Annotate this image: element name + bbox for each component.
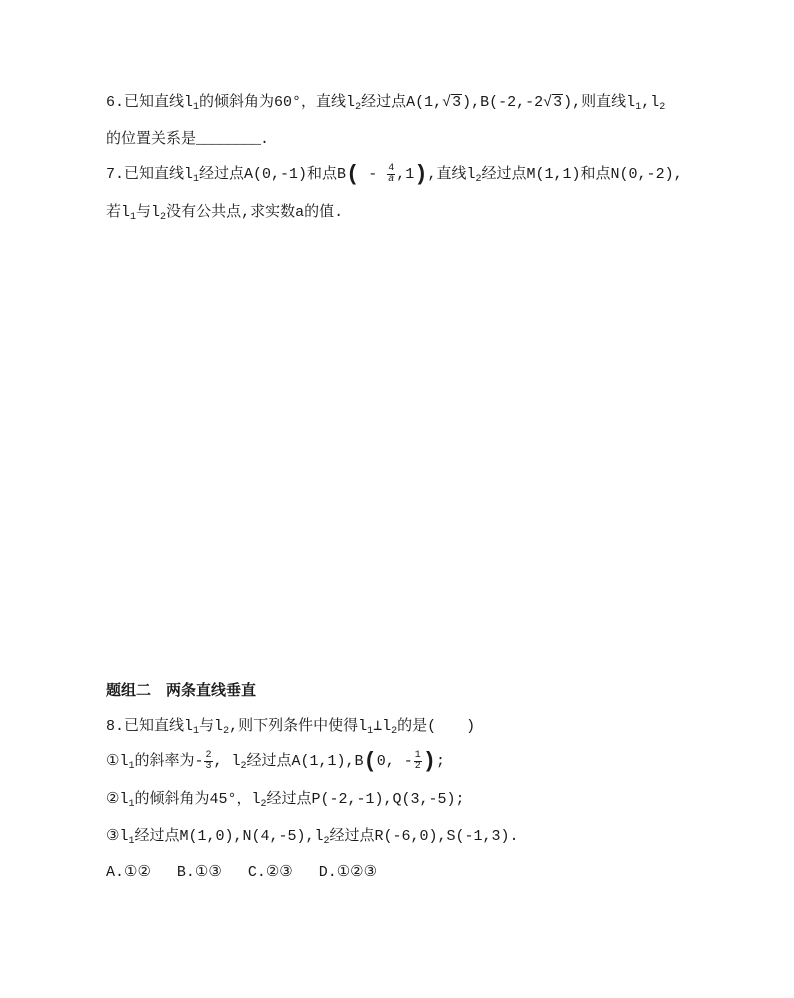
question-text: 与l: [199, 718, 224, 735]
left-parenthesis: (: [363, 749, 377, 774]
question-number: 6.: [106, 94, 125, 111]
question-text: 没有公共点,求实数a的值.: [166, 204, 344, 221]
subscript: 1: [635, 102, 642, 113]
question-text: 经过点A(1,: [361, 94, 443, 111]
question-text: ,1: [396, 166, 415, 183]
subscript: 1: [193, 726, 200, 737]
condition-text: 经过点M(1,0),N(4,-5),l: [134, 828, 324, 845]
numerator: 1: [414, 749, 421, 761]
subscript: 1: [128, 761, 135, 772]
condition-2: [106, 788, 465, 812]
subscript: 2: [659, 102, 666, 113]
subscript: 2: [475, 174, 482, 185]
question-text: 若l: [106, 204, 131, 221]
subscript: 2: [355, 102, 362, 113]
question-text: ,则下列条件中使得l: [229, 718, 368, 735]
condition-text: 的倾斜角为45°，l: [134, 791, 261, 808]
condition-text: ②l: [106, 791, 129, 808]
numerator: 4: [388, 162, 395, 174]
question-text: ,l: [641, 94, 660, 111]
answer-blank: ________: [196, 131, 261, 148]
condition-text: 经过点R(-6,0),S(-1,3).: [329, 828, 519, 845]
subscript: 1: [193, 102, 200, 113]
right-parenthesis: ): [414, 162, 428, 187]
numerator: 2: [205, 749, 212, 761]
denominator: a: [388, 173, 395, 185]
question-number: 8.: [106, 718, 125, 735]
fraction: [387, 164, 395, 185]
question-text: 与l: [136, 204, 161, 221]
question-text: ),则直线l: [563, 94, 636, 111]
question-7-line-1: [106, 163, 683, 187]
condition-text: ③l: [106, 828, 129, 845]
question-text: ),B(-2,-2: [462, 94, 544, 111]
square-root: [442, 91, 462, 115]
denominator: 2: [414, 760, 421, 772]
radical-sign: √: [442, 94, 452, 111]
subscript: 2: [240, 761, 247, 772]
left-parenthesis: (: [346, 162, 360, 187]
question-7-line-2: [106, 201, 343, 225]
fraction: [204, 751, 212, 772]
condition-text: , l: [213, 753, 241, 770]
square-root: [543, 91, 563, 115]
answer-options: [106, 861, 403, 885]
subscript: 2: [223, 726, 230, 737]
radicand: 3: [452, 94, 462, 111]
fraction: [414, 751, 422, 772]
question-text: ,直线l: [427, 166, 476, 183]
condition-text: 的斜率为-: [134, 753, 204, 770]
question-text: 经过点M(1,1)和点N(0,-2),: [481, 166, 683, 183]
section-heading: 题组二 两条直线垂直: [106, 681, 257, 699]
subscript: 1: [130, 212, 137, 223]
subscript: 1: [367, 726, 374, 737]
question-6-line-2: [106, 128, 269, 152]
denominator: 3: [205, 760, 212, 772]
question-8-stem: [106, 715, 475, 739]
option-d: D.①②③: [318, 864, 378, 881]
question-text: 已知直线l: [124, 166, 194, 183]
question-6-line-1: [106, 91, 665, 115]
question-text: 经过点A(0,-1)和点B: [199, 166, 347, 183]
subscript: 2: [323, 836, 330, 847]
subscript: 2: [160, 212, 167, 223]
question-number: 7.: [106, 166, 125, 183]
question-text: ⊥l: [373, 718, 392, 735]
subscript: 1: [128, 836, 135, 847]
subscript: 2: [391, 726, 398, 737]
subscript: 1: [128, 799, 135, 810]
question-text: 的是( ): [397, 718, 476, 735]
radical-sign: √: [543, 94, 553, 111]
minus-sign: -: [359, 166, 387, 183]
option-a: A.①②: [106, 864, 151, 881]
right-parenthesis: ): [422, 749, 436, 774]
question-text: 已知直线l: [124, 94, 194, 111]
question-text: .: [260, 131, 270, 148]
subscript: 2: [260, 799, 267, 810]
condition-text: ;: [435, 753, 445, 770]
condition-3: [106, 825, 519, 849]
condition-text: 经过点A(1,1),B: [246, 753, 364, 770]
option-b: B.①③: [176, 864, 222, 881]
condition-1: [106, 750, 445, 774]
option-c: C.②③: [247, 864, 293, 881]
condition-text: 经过点P(-2,-1),Q(3,-5);: [266, 791, 465, 808]
question-text: 的位置关系是: [106, 131, 197, 148]
condition-text: ①l: [106, 753, 129, 770]
subscript: 1: [193, 174, 200, 185]
question-text: 的倾斜角为60°，直线l: [199, 94, 356, 111]
question-text: 已知直线l: [124, 718, 194, 735]
condition-text: 0, -: [376, 753, 413, 770]
radicand: 3: [553, 94, 563, 111]
